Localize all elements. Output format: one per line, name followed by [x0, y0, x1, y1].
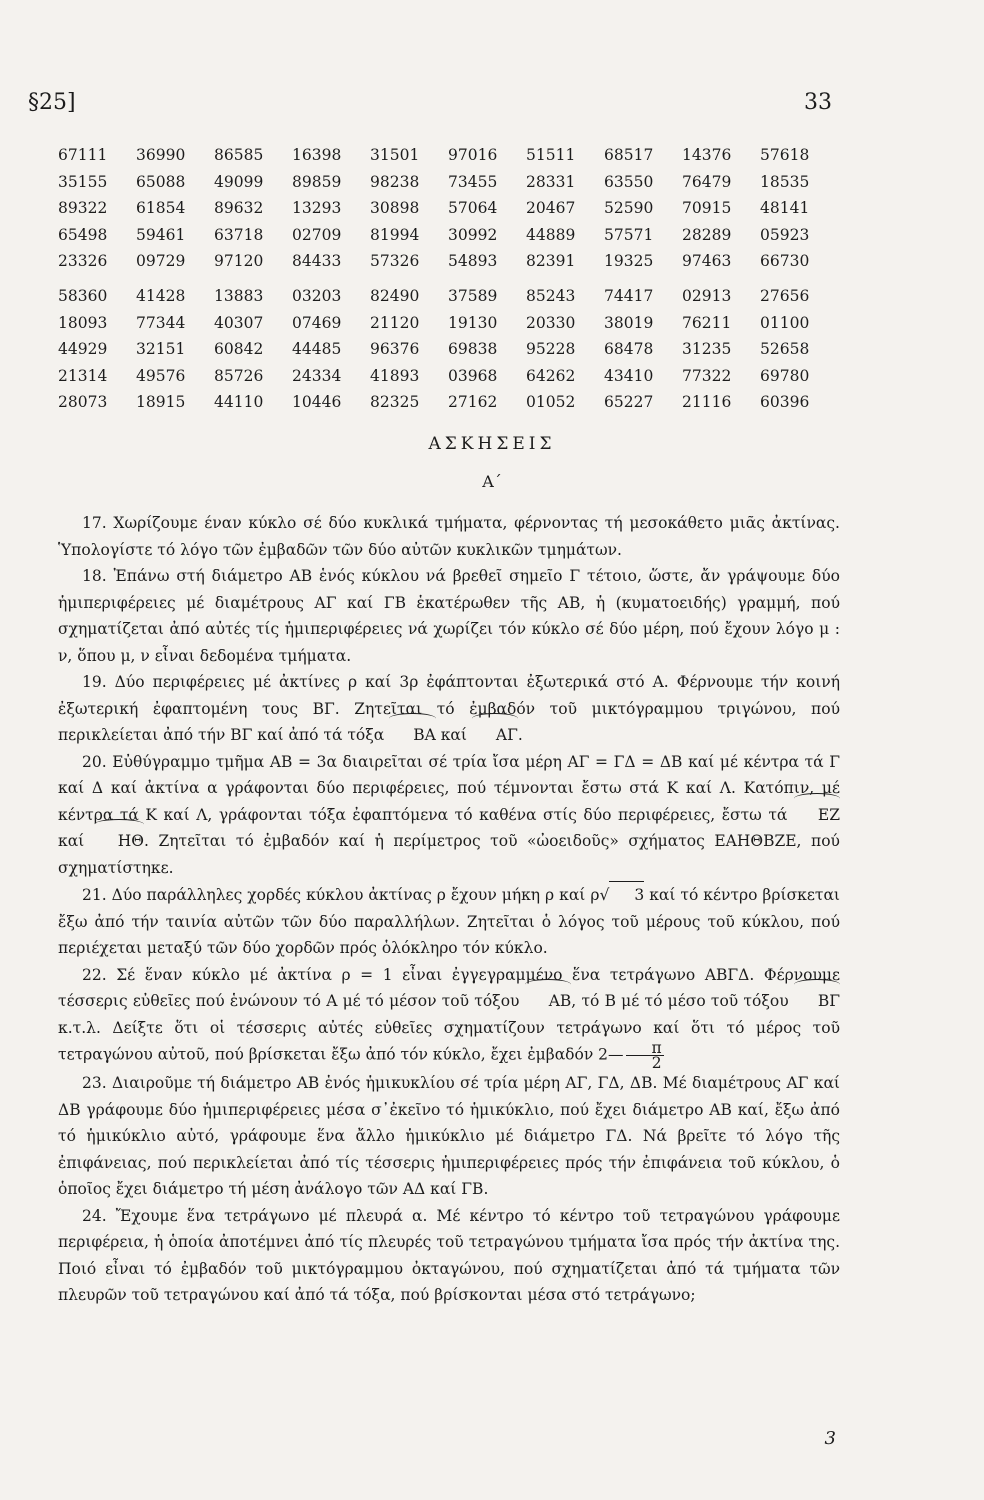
table-cell: 03203	[292, 287, 342, 305]
table-row	[58, 340, 838, 367]
table-cell: 05923	[760, 225, 810, 244]
section-reference: §25]	[28, 90, 76, 115]
table-row	[58, 199, 838, 226]
table-cell: 85243	[526, 287, 576, 305]
exercise-19-and: καί	[435, 726, 472, 744]
table-row	[58, 287, 838, 314]
table-cell: 73455	[448, 172, 498, 191]
fraction-denominator: 2	[651, 1054, 662, 1072]
exercise-21-text: 21. Δύο παράλληλες χορδές κύκλου ἀκτίνας ρ ἔχουν μήκη ρ καί ρ	[82, 886, 600, 904]
exercise-20-text: 20. Εὐθύγραμμο τμῆμα ΑΒ = 3α διαιρεῖται σέ τρία ἴσα μέρη ΑΓ = ΓΔ = ΔΒ καί μέ κέντρα τά Γ καί Δ καί ἀκτίνα α γράφονται δύο περιφέρειες, πού τέμνονται ἔστω στά Κ καί Λ. Κατόπιν, μέ κέντρα τά Κ καί Λ, γράφονται τόξα ἐφαπτόμενα τό καθένα στίς δύο περιφέρειες, ἔστω τά	[58, 752, 840, 824]
table-cell: 41893	[370, 366, 420, 385]
table-cell: 63550	[604, 172, 654, 191]
table-row	[58, 146, 838, 173]
table-cell: 89322	[58, 199, 108, 217]
table-cell: 23326	[58, 252, 108, 270]
exercise-19	[58, 669, 840, 749]
table-cell: 89632	[214, 199, 264, 217]
arc-ab: ΑΒ	[525, 988, 572, 1015]
table-row	[58, 252, 838, 279]
table-cell: 57064	[448, 199, 498, 217]
arc-ba: ΒΑ	[389, 722, 436, 749]
arc-ez: ΕΖ	[794, 802, 840, 829]
table-cell: 69780	[760, 366, 810, 385]
table-cell: 65088	[136, 172, 186, 191]
table-cell: 67111	[58, 146, 108, 164]
table-cell: 28073	[58, 393, 108, 411]
table-cell: 51511	[526, 146, 576, 164]
table-cell: 74417	[604, 287, 654, 305]
table-cell: 54893	[448, 252, 498, 270]
table-cell: 19325	[604, 252, 654, 270]
table-cell: 86585	[214, 146, 264, 164]
fraction-numerator: π	[626, 1041, 664, 1056]
table-cell: 61854	[136, 199, 186, 217]
table-cell: 10446	[292, 393, 342, 411]
table-cell: 03968	[448, 366, 498, 385]
table-cell: 21314	[58, 366, 108, 385]
table-cell: 36990	[136, 146, 186, 164]
table-cell: 82325	[370, 393, 420, 411]
exercise-20-end: . Ζητεῖται τό ἐμβαδόν καί ἡ περίμετρος τοῦ «ὠοειδοῦς» σχήματος ΕΑΗΘΒΖΕ, πού σχηματίστηκε.	[58, 832, 840, 877]
table-cell: 01100	[760, 313, 810, 332]
table-cell: 21116	[682, 393, 732, 411]
exercise-19-end: .	[517, 726, 523, 744]
table-cell: 18535	[760, 172, 810, 191]
sqrt-radicand: 3	[609, 881, 644, 909]
table-cell: 19130	[448, 313, 498, 332]
exercise-22	[58, 962, 840, 1071]
exercise-21-end: καί τό κέντρο βρίσκεται ἔξω ἀπό τήν ταινία αὐτῶν τῶν δύο παραλλήλων. Ζητεῖται ὁ λόγος τοῦ μέρους τοῦ κύκλου, πού περιέχεται μεταξύ τῶν δύο χορδῶν πρός ὁλόκληρο τόν κύκλο.	[58, 886, 841, 957]
table-cell: 02709	[292, 225, 342, 244]
exercise-20	[58, 749, 840, 882]
table-cell: 95228	[526, 340, 576, 358]
table-cell: 09729	[136, 252, 186, 270]
table-cell: 77344	[136, 313, 186, 332]
table-cell: 27162	[448, 393, 498, 411]
table-cell: 07469	[292, 313, 342, 332]
random-digits-table-block-2	[58, 287, 838, 420]
table-cell: 76479	[682, 172, 732, 191]
table-cell: 59461	[136, 225, 186, 244]
table-cell: 63718	[214, 225, 264, 244]
exercise-24: 24. Ἔχουμε ἕνα τετράγωνο μέ πλευρά α. Μέ κέντρο τό κέντρο τοῦ τετραγώνου γράφουμε περιφέρεια, ἡ ὁποία ἀποτέμνει ἀπό τίς πλευρές τοῦ τετραγώνου τμήματα ἴσα πρός τήν ἀκτίνα της. Ποιό εἶναι τό ἐμβαδόν τοῦ μικτόγραμμου ὀκταγώνου, πού σχηματίζεται ἀπό τά τμήματα τῶν πλευρῶν τοῦ τετραγώνου καί ἀπό τά τόξα, πού βρίσκονται μέσα στό τετράγωνο;	[58, 1206, 840, 1304]
table-cell: 69838	[448, 340, 498, 358]
exercise-20-and: καί	[58, 832, 94, 850]
table-cell: 97016	[448, 146, 498, 164]
table-cell: 13293	[292, 199, 342, 217]
table-cell: 28331	[526, 172, 576, 191]
fraction-pi-over-2	[626, 1041, 664, 1070]
table-cell: 16398	[292, 146, 342, 164]
exercise-18: 18. Ἐπάνω στή διάμετρο ΑΒ ἑνός κύκλου νά βρεθεῖ σημεῖο Γ τέτοιο, ὥστε, ἄν γράψουμε δύο ἡμιπεριφέρειες μέ διαμέτρους ΑΓ καί ΓΒ ἑκατέρωθεν τῆς ΑΒ, ἡ (κυματοειδής) γραμμή, πού σχηματίζεται ἀπό αὐτές τίς ἡμιπεριφέρειες νά χωρίζει τόν κύκλο σέ δύο μέρη, πού ἔχουν λόγο μ : ν, ὅπου μ, ν εἶναι δεδομένα τμήματα.	[58, 567, 840, 665]
table-cell: 52658	[760, 340, 810, 358]
table-cell: 21120	[370, 313, 420, 332]
table-cell: 64262	[526, 366, 576, 385]
table-cell: 14376	[682, 146, 732, 164]
table-cell: 49576	[136, 366, 186, 385]
table-cell: 98238	[370, 172, 420, 191]
arc-bg: ΒΓ	[794, 988, 840, 1015]
exercises	[58, 510, 840, 1309]
table-cell: 01052	[526, 393, 576, 411]
table-cell: 30898	[370, 199, 420, 217]
table-cell: 57618	[760, 146, 810, 164]
table-cell: 65227	[604, 393, 654, 411]
table-cell: 76211	[682, 313, 732, 332]
table-cell: 66730	[760, 252, 810, 270]
signature-mark: 3	[824, 1428, 836, 1449]
table-cell: 85726	[214, 366, 264, 385]
table-cell: 57326	[370, 252, 420, 270]
table-cell: 97463	[682, 252, 732, 270]
table-cell: 20330	[526, 313, 576, 332]
table-cell: 65498	[58, 225, 108, 244]
table-cell: 41428	[136, 287, 186, 305]
table-cell: 97120	[214, 252, 264, 270]
exercise-22-mid: , τό Β μέ τό μέσο τοῦ τόξου	[571, 992, 794, 1010]
table-cell: 44485	[292, 340, 342, 358]
table-cell: 02913	[682, 287, 732, 305]
table-cell: 31235	[682, 340, 732, 358]
exercise-23: 23. Διαιροῦμε τή διάμετρο ΑΒ ἑνός ἡμικυκλίου σέ τρία μέρη ΑΓ, ΓΔ, ΔΒ. Μέ διαμέτρους ΑΓ καί ΔΒ γράφουμε δύο ἡμιπεριφέρειες μέσα σ᾽ἐκεῖνο τό ἡμικύκλιο, πού ἔχει διάμετρο ΑΒ καί, ἔξω ἀπό τό ἡμικύκλιο αὐτό, γράφουμε ἕνα ἄλλο ἡμικύκλιο μέ διάμετρο ΓΔ. Νά βρεῖτε τό λόγο τῆς ἐπιφάνειας, πού περικλείεται ἀπό τίς τέσσερις ἡμιπεριφέρειες πρός τήν ἐπιφάνεια τοῦ κύκλου, ὁ ὁποῖος ἔχει διάμετρο τή μέση ἀνάλογο τῶν ΑΔ καί ΓΒ.	[58, 1074, 840, 1198]
arc-ag: ΑΓ	[472, 722, 518, 749]
page-number: 33	[804, 90, 832, 115]
sqrt-symbol: √	[599, 886, 610, 904]
table-cell: 31501	[370, 146, 420, 164]
table-cell: 81994	[370, 225, 420, 244]
table-cell: 52590	[604, 199, 654, 217]
table-cell: 30992	[448, 225, 498, 244]
table-row	[58, 314, 838, 341]
exercise-21	[58, 881, 840, 962]
table-cell: 27656	[760, 287, 810, 305]
table-cell: 32151	[136, 340, 186, 358]
table-cell: 49099	[214, 172, 264, 191]
random-digits-table-block-1	[58, 146, 838, 279]
section-subtitle: Α΄	[482, 472, 502, 491]
table-cell: 24334	[292, 366, 342, 385]
table-row	[58, 393, 838, 420]
table-cell: 44889	[526, 225, 576, 244]
section-title: ΑΣΚΗΣΕΙΣ	[428, 434, 556, 454]
table-cell: 77322	[682, 366, 732, 385]
table-cell: 84433	[292, 252, 342, 270]
table-cell: 68478	[604, 340, 654, 358]
table-cell: 13883	[214, 287, 264, 305]
exercise-17: 17. Χωρίζουμε έναν κύκλο σέ δύο κυκλικά τμήματα, φέρνοντας τή μεσοκάθετο μιᾶς ἀκτίνας. Ὑπολογίστε τό λόγο τῶν ἐμβαδῶν τῶν δύο αὐτῶν κυκλικῶν τμημάτων.	[58, 514, 840, 559]
table-cell: 68517	[604, 146, 654, 164]
exercise-22-text: 22. Σέ ἕναν κύκλο μέ ἀκτίνα ρ = 1 εἶναι ἐγγεγραμμένο ἕνα τετράγωνο ΑΒΓΔ. Φέρνουμε τέσσερις εὐθεῖες πού ἑνώνουν τό Α μέ τό μέσον τοῦ τόξου	[58, 965, 840, 1010]
table-row	[58, 367, 838, 394]
table-cell: 96376	[370, 340, 420, 358]
table-cell: 18915	[136, 393, 186, 411]
table-cell: 70915	[682, 199, 732, 217]
table-cell: 57571	[604, 225, 654, 244]
exercise-19-text: 19. Δύο περιφέρειες μέ ἀκτίνες ρ καί 3ρ ἐφάπτονται ἐξωτερικά στό Α. Φέρνουμε τήν κοινή ἐξωτερική ἐφαπτομένη τους ΒΓ. Ζητεῖται τό ἐμβαδόν τοῦ μικτόγραμμου τριγώνου, πού περικλείεται ἀπό τήν ΒΓ καί ἀπό τά τόξα	[58, 673, 840, 744]
table-cell: 60396	[760, 393, 810, 411]
table-cell: 44110	[214, 393, 264, 411]
table-cell: 60842	[214, 340, 264, 358]
table-cell: 43410	[604, 366, 654, 385]
table-row	[58, 173, 838, 200]
table-cell: 35155	[58, 172, 108, 191]
arc-hth: ΗΘ	[94, 828, 144, 855]
table-cell: 58360	[58, 287, 108, 305]
table-cell: 37589	[448, 287, 498, 305]
table-cell: 89859	[292, 172, 342, 191]
table-cell: 82391	[526, 252, 576, 270]
table-cell: 18093	[58, 313, 108, 332]
table-cell: 28289	[682, 225, 732, 244]
exercise-22-end: κ.τ.λ. Δείξτε ὅτι οἱ τέσσερις αὐτές εὐθεῖες σχηματίζουν τετράγωνο καί ὅτι τό μέρος τοῦ τετραγώνου αὐτοῦ, πού βρίσκεται ἔξω ἀπό τόν κύκλο, ἔχει ἐμβαδόν 2—	[58, 1018, 840, 1064]
table-cell: 20467	[526, 199, 576, 217]
table-row	[58, 226, 838, 253]
table-cell: 44929	[58, 340, 108, 358]
table-cell: 40307	[214, 313, 264, 332]
table-cell: 48141	[760, 199, 810, 217]
table-cell: 38019	[604, 313, 654, 332]
table-cell: 82490	[370, 287, 420, 305]
